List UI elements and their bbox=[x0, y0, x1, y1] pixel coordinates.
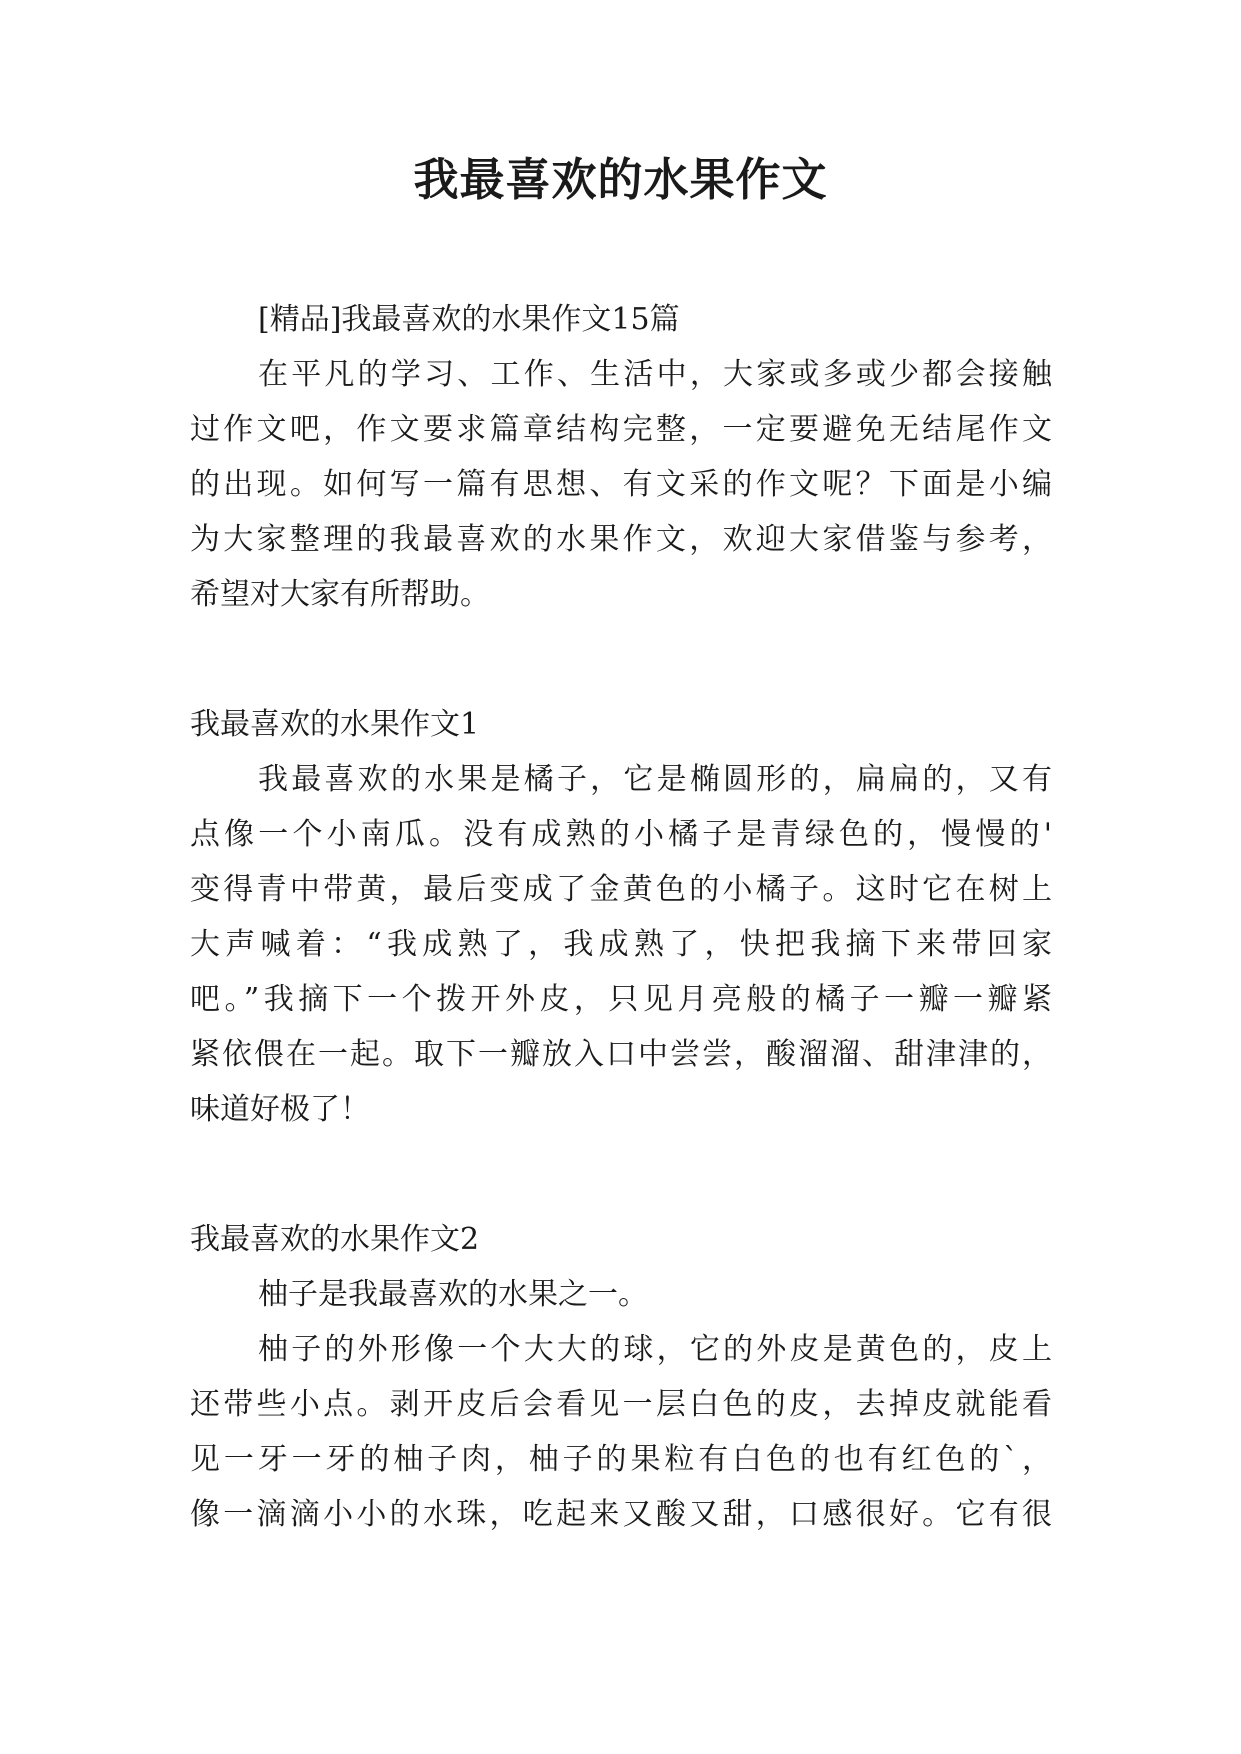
section-1-line-5: 吧。”我摘下一个拨开外皮，只见月亮般的橘子一瓣一瓣紧 bbox=[190, 982, 1052, 1017]
section-1-line-3: 变得青中带黄，最后变成了金黄色的小橘子。这时它在树上 bbox=[190, 872, 1052, 907]
section-2-line-1: 柚子的外形像一个大大的球，它的外皮是黄色的，皮上 bbox=[258, 1332, 1052, 1367]
section-1-heading: 我最喜欢的水果作文1 bbox=[190, 707, 480, 742]
document-title: 我最喜欢的水果作文 bbox=[413, 153, 828, 206]
section-1-line-4: 大声喊着：“我成熟了，我成熟了，快把我摘下来带回家 bbox=[190, 927, 1052, 962]
section-2-line-3: 见一牙一牙的柚子肉，柚子的果粒有白色的也有红色的`， bbox=[190, 1442, 1052, 1477]
intro-line-5: 希望对大家有所帮助。 bbox=[190, 577, 490, 612]
section-1-line-1: 我最喜欢的水果是橘子，它是椭圆形的，扁扁的，又有 bbox=[258, 762, 1052, 797]
section-1-line-6: 紧依偎在一起。取下一瓣放入口中尝尝，酸溜溜、甜津津的， bbox=[190, 1037, 1052, 1072]
intro-line-2: 过作文吧，作文要求篇章结构完整，一定要避免无结尾作文 bbox=[190, 412, 1052, 447]
section-2-line-4: 像一滴滴小小的水珠，吃起来又酸又甜，口感很好。它有很 bbox=[190, 1497, 1052, 1532]
intro-line-4: 为大家整理的我最喜欢的水果作文，欢迎大家借鉴与参考， bbox=[190, 522, 1052, 557]
section-1-line-7: 味道好极了！ bbox=[190, 1092, 370, 1127]
intro-line-1: 在平凡的学习、工作、生活中，大家或多或少都会接触 bbox=[258, 357, 1052, 392]
section-1-line-2: 点像一个小南瓜。没有成熟的小橘子是青绿色的，慢慢的' bbox=[190, 817, 1052, 852]
document-subtitle: [精品]我最喜欢的水果作文15篇 bbox=[258, 302, 680, 337]
intro-line-3: 的出现。如何写一篇有思想、有文采的作文呢？下面是小编 bbox=[190, 467, 1052, 502]
section-2-paragraph-1: 柚子是我最喜欢的水果之一。 bbox=[258, 1277, 648, 1312]
section-2-heading: 我最喜欢的水果作文2 bbox=[190, 1222, 480, 1257]
section-2-line-2: 还带些小点。剥开皮后会看见一层白色的皮，去掉皮就能看 bbox=[190, 1387, 1052, 1422]
